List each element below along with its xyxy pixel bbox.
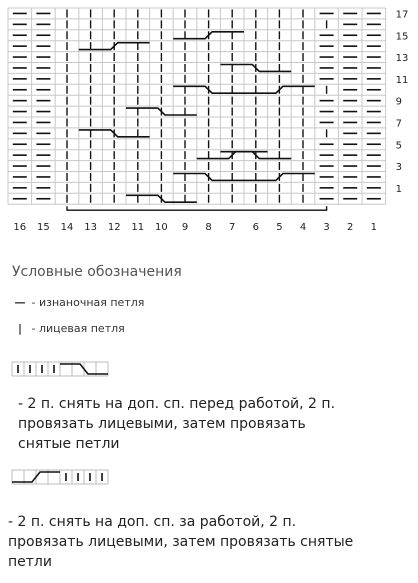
cable-front-description: [18, 394, 335, 454]
row-number: 9: [395, 96, 402, 108]
column-number: 12: [107, 222, 121, 234]
cable-back-line: петли: [8, 554, 52, 570]
column-number: 2: [347, 222, 354, 234]
purl-label: - изнаночная петля: [31, 296, 145, 309]
cable-back-line: провязать лицевыми, затем провязать снятые: [8, 534, 354, 550]
cable-back-line: - 2 п. снять на доп. сп. за работой, 2 п.: [8, 514, 297, 530]
legend-knit: [12, 322, 125, 335]
row-number: 15: [395, 31, 409, 43]
knit-label: - лицевая петля: [31, 322, 125, 335]
legend-purl: [12, 296, 144, 309]
repeat-bracket: [67, 206, 327, 210]
cable-front-line: снятые петли: [18, 436, 120, 452]
column-number: 1: [370, 222, 377, 234]
column-number: 10: [155, 222, 168, 234]
row-number: 17: [395, 9, 409, 21]
column-number: 5: [276, 222, 283, 234]
row-number: 3: [395, 162, 402, 174]
row-number: 7: [395, 118, 402, 130]
column-number: 9: [181, 222, 189, 234]
column-number: 3: [323, 222, 330, 234]
column-number: 11: [131, 222, 145, 234]
column-number: 16: [13, 222, 27, 234]
legend-title: Условные обозначения: [12, 264, 182, 280]
row-number: 1: [395, 183, 402, 195]
column-number: 14: [60, 222, 74, 234]
chart-labels: [13, 9, 408, 233]
row-number: 13: [395, 53, 409, 65]
column-number: 6: [252, 222, 259, 234]
row-number: 5: [395, 140, 402, 152]
row-number: 11: [395, 74, 409, 86]
column-number: 15: [37, 222, 50, 234]
purl-symbol: —: [14, 296, 26, 309]
cable-front-line: - 2 п. снять на доп. сп. перед работой, 2 п.: [18, 396, 336, 412]
column-number: 13: [84, 222, 97, 234]
cable-front-line: провязать лицевыми, затем провязать: [18, 416, 306, 432]
cable-back-description: [8, 512, 353, 572]
column-number: 8: [205, 222, 212, 234]
column-number: 4: [299, 222, 307, 234]
knit-symbol: |: [17, 322, 23, 335]
column-number: 7: [229, 222, 236, 234]
